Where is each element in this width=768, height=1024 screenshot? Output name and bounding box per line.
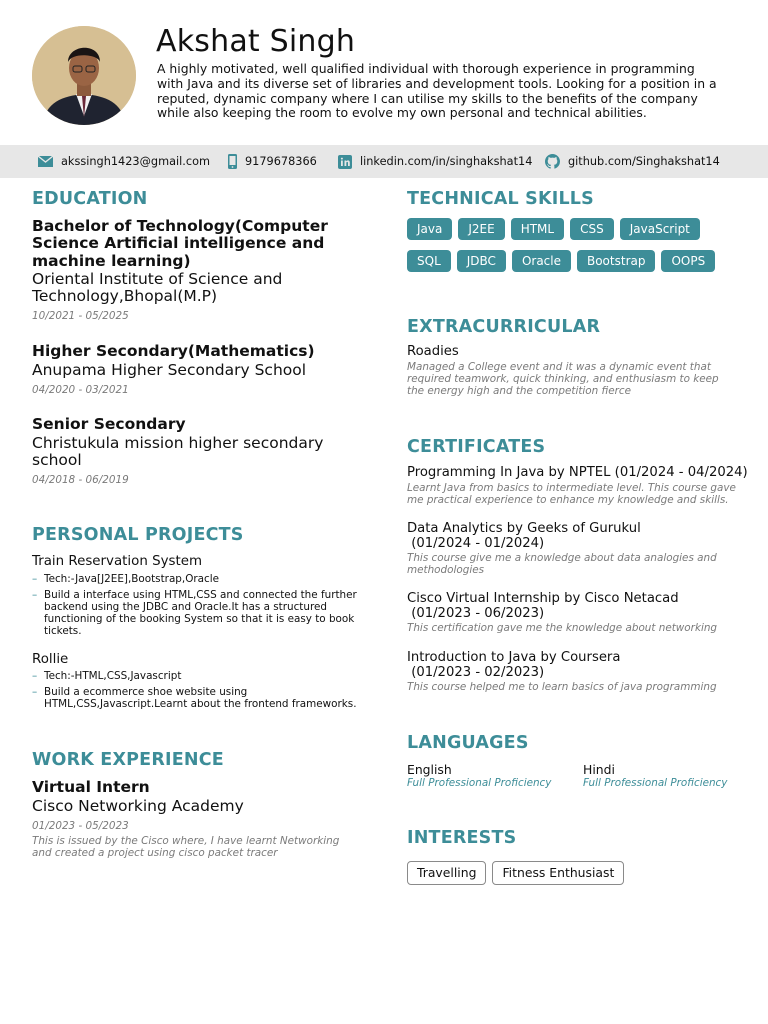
language-level: Full Professional Proficiency <box>583 777 728 789</box>
certificate-title: Cisco Virtual Internship by Cisco Netacad (01/2023 - 06/2023) <box>407 591 679 622</box>
github-icon <box>545 154 560 169</box>
project-title: Train Reservation System <box>32 554 203 569</box>
education-degree: Senior Secondary <box>32 415 186 433</box>
certificate-title: Introduction to Java by Coursera (01/2023 - 02/2023) <box>407 650 621 681</box>
extracurricular-name: Roadies <box>407 344 459 359</box>
phone-icon <box>228 154 237 169</box>
certificate-description: This course give me a knowledge about data analogies and methodologies <box>407 552 717 576</box>
project-title: Rollie <box>32 652 69 667</box>
contact-github[interactable] <box>545 145 720 178</box>
email-icon <box>38 156 53 167</box>
skill-tag: J2EE <box>458 218 504 240</box>
contact-bar <box>0 145 768 178</box>
skill-tag: Oracle <box>512 250 571 272</box>
work-company: Cisco Networking Academy <box>32 797 244 815</box>
certificate-title: Programming In Java by NPTEL (01/2024 - 04/2024) <box>407 465 748 480</box>
skill-tag: OOPS <box>661 250 715 272</box>
education-school: Christukula mission higher secondary school <box>32 434 324 470</box>
education-dates: 04/2020 - 03/2021 <box>32 384 129 396</box>
certificate-description: This course helped me to learn basics of java programming <box>407 681 717 693</box>
certificates-heading: CERTIFICATES <box>407 437 546 457</box>
education-degree: Higher Secondary(Mathematics) <box>32 342 315 360</box>
languages-heading: LANGUAGES <box>407 733 529 753</box>
education-heading: EDUCATION <box>32 189 148 209</box>
candidate-name: Akshat Singh <box>156 24 356 59</box>
project-bullet: – Tech:-HTML,CSS,Javascript <box>32 670 367 682</box>
skill-tag: HTML <box>511 218 564 240</box>
education-degree: Bachelor of Technology(Computer Science Artificial intelligence and machine learning) <box>32 217 328 270</box>
interest-tag: Travelling <box>407 861 486 885</box>
skills-heading: TECHNICAL SKILLS <box>407 189 594 209</box>
summary-text: A highly motivated, well qualified individual with thorough experience in programming with Java and its diverse set of libraries and development tools. Looking for a position in a reputed, dynamic company where I can utilise my skills to the benefits of the company while also keeping the room to evolve my own personal and technical abilities. <box>157 61 717 121</box>
skill-tag: JavaScript <box>620 218 700 240</box>
email-text: akssingh1423@gmail.com <box>61 155 211 168</box>
contact-linkedin[interactable] <box>338 145 532 178</box>
certificate-description: Learnt Java from basics to intermediate level. This course gave me practical experience to enhance my knowledge and skills. <box>407 482 736 506</box>
extracurricular-heading: EXTRACURRICULAR <box>407 317 601 337</box>
education-school: Anupama Higher Secondary School <box>32 361 307 379</box>
language-name: Hindi <box>583 762 615 777</box>
work-description: This is issued by the Cisco where, I have learnt Networking and created a project using cisco packet tracer <box>32 835 340 859</box>
work-role: Virtual Intern <box>32 778 150 796</box>
linkedin-text: linkedin.com/in/singhakshat14 <box>360 155 533 168</box>
profile-photo <box>32 26 136 125</box>
language-level: Full Professional Proficiency <box>407 777 552 789</box>
contact-phone[interactable] <box>228 145 317 178</box>
interests-list <box>407 861 630 885</box>
project-bullet: – Tech:-Java[J2EE],Bootstrap,Oracle <box>32 573 367 585</box>
interest-tag: Fitness Enthusiast <box>492 861 624 885</box>
project-bullets <box>32 573 367 641</box>
language-name: English <box>407 762 452 777</box>
github-text: github.com/Singhakshat14 <box>568 155 720 168</box>
certificate-title: Data Analytics by Geeks of Gurukul (01/2024 - 01/2024) <box>407 521 641 552</box>
skills-list <box>407 218 747 282</box>
projects-heading: PERSONAL PROJECTS <box>32 525 244 545</box>
linkedin-icon <box>338 155 352 169</box>
skill-tag: Java <box>407 218 452 240</box>
skill-tag: SQL <box>407 250 451 272</box>
project-bullet: – Build a interface using HTML,CSS and connected the further backend using the JDBC and Oracle.It has a structured functioning of the booking System so that it is easy to book tickets. <box>32 589 367 637</box>
skill-tag: JDBC <box>457 250 506 272</box>
education-school: Oriental Institute of Science and Technology,Bhopal(M.P) <box>32 270 283 306</box>
skill-tag: CSS <box>570 218 614 240</box>
education-dates: 04/2018 - 06/2019 <box>32 474 129 486</box>
education-dates: 10/2021 - 05/2025 <box>32 310 129 322</box>
skill-tag: Bootstrap <box>577 250 655 272</box>
project-bullets <box>32 670 367 714</box>
interests-heading: INTERESTS <box>407 828 517 848</box>
contact-email[interactable] <box>38 145 210 178</box>
project-bullet: – Build a ecommerce shoe website using HTML,CSS,Javascript.Learnt about the frontend frameworks. <box>32 686 367 710</box>
work-heading: WORK EXPERIENCE <box>32 750 224 770</box>
certificate-description: This certification gave me the knowledge about networking <box>407 622 718 634</box>
phone-text: 9179678366 <box>245 155 317 168</box>
extracurricular-description: Managed a College event and it was a dynamic event that required teamwork, quick thinking, and enthusiasm to keep the energy high and the competition fierce <box>407 361 719 397</box>
work-dates: 01/2023 - 05/2023 <box>32 820 129 832</box>
